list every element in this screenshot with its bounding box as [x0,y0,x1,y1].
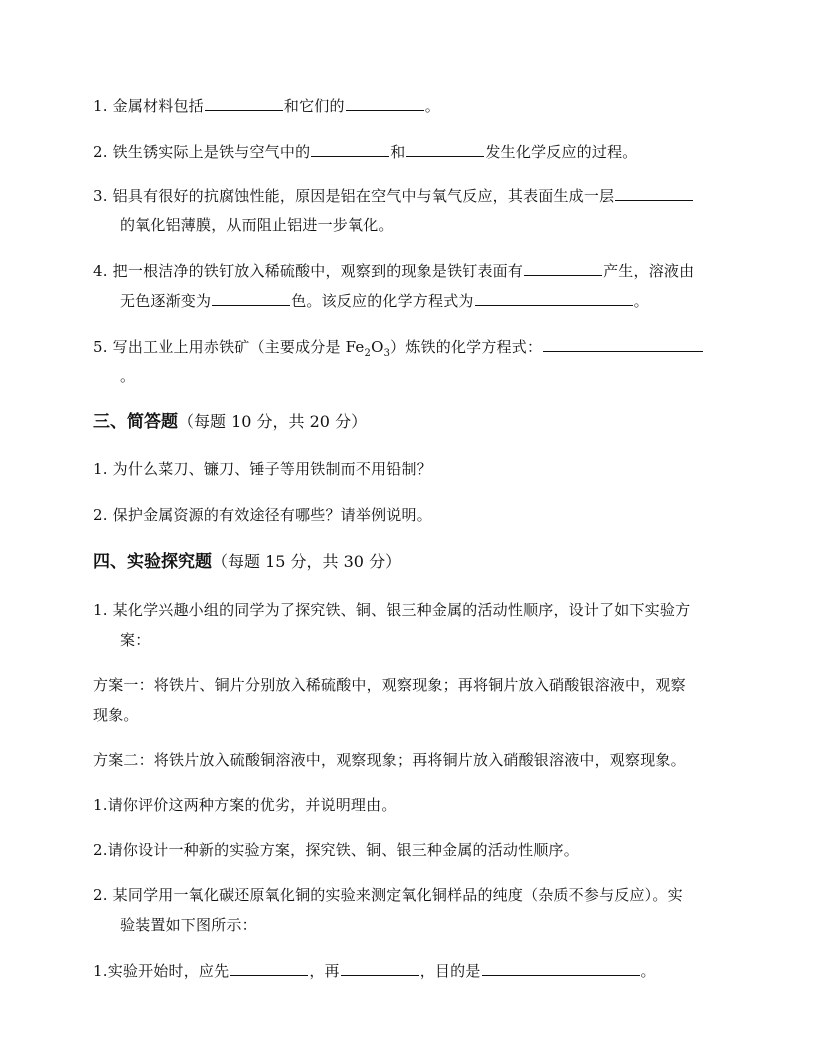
answer-blank[interactable] [230,960,308,976]
short-answer-question-1 [93,459,432,479]
question-text: 2. 某同学用一氧化碳还原氧化铜的实验来测定氧化铜样品的纯度（杂质不参与反应）。实 [93,886,683,904]
section-note: （每题 10 分，共 20 分） [178,412,368,431]
answer-blank[interactable] [524,260,602,276]
question-text: O [371,338,384,356]
question-text: 。 [633,292,649,310]
answer-blank[interactable] [346,95,424,111]
experiment-question-1 [93,600,690,620]
question-text: 。 [120,367,136,385]
experiment-question-1-continued [120,630,150,650]
question-text: 和它们的 [283,97,345,115]
subscript: 2 [364,348,372,359]
experiment-question-2-continued [120,915,257,935]
short-answer-question-2 [93,505,432,525]
sub-question-evaluate [93,795,397,815]
question-text: 1. 某化学兴趣小组的同学为了探究铁、铜、银三种金属的活动性顺序，设计了如下实验方 [93,601,691,619]
question-text: 案： [120,631,151,649]
fill-question-3 [93,185,694,206]
fill-question-4-continued [120,290,649,311]
answer-blank[interactable] [615,185,693,201]
question-text: 1. 为什么菜刀、镰刀、锤子等用铁制而不用铅制？ [93,460,432,478]
question-text: 色。该反应的化学方程式为 [291,292,474,310]
question-text: 5. 写出工业上用赤铁矿（主要成分是 Fe [93,338,365,356]
sub-question-design [93,840,579,860]
question-text: 无色逐渐变为 [120,292,212,310]
question-text: 3. 铝具有很好的抗腐蚀性能，原因是铝在空气中与氧气反应，其表面生成一层 [93,187,615,205]
section-note: （每题 15 分，共 30 分） [212,552,402,571]
question-text: 1.请你评价这两种方案的优劣，并说明理由。 [93,796,397,814]
question-text: 2. 保护金属资源的有效途径有哪些？请举例说明。 [93,506,432,524]
answer-blank[interactable] [543,336,703,352]
question-text: 1.实验开始时，应先 [93,962,230,980]
question-text: 发生化学反应的过程。 [485,143,638,161]
experiment-question-2 [93,885,683,905]
fill-question-1 [93,95,440,116]
question-text: 验装置如下图所示： [120,916,257,934]
fill-question-5 [93,336,704,357]
fill-question-4 [93,260,694,281]
question-text: 。 [424,97,440,115]
section-title: 三、简答题 [93,412,178,432]
question-text: 方案二：将铁片放入硫酸铜溶液中，观察现象；再将铜片放入硝酸银溶液中，观察现象。 [93,751,686,769]
plan-one-continued [93,705,139,725]
question-text: 的氧化铝薄膜，从而阻止铝进一步氧化。 [120,216,394,234]
answer-blank[interactable] [406,141,484,157]
question-text: 方案一：将铁片、铜片分别放入稀硫酸中，观察现象；再将铜片放入硝酸银溶液中，观察 [93,676,686,694]
section-heading-short-answer [93,411,367,433]
plan-one [93,675,686,695]
answer-blank[interactable] [475,290,633,306]
section-heading-experiment [93,551,401,573]
question-text: 2.请你设计一种新的实验方案，探究铁、铜、银三种金属的活动性顺序。 [93,841,579,859]
answer-blank[interactable] [482,960,640,976]
question-text: 产生，溶液由 [603,262,695,280]
question-text: 1. 金属材料包括 [93,97,204,115]
answer-blank[interactable] [212,290,290,306]
fill-question-2 [93,141,638,162]
question-text: 。 [640,962,656,980]
answer-blank[interactable] [205,95,283,111]
subscript: 3 [383,348,391,359]
experiment-question-2-sub-1 [93,960,656,981]
question-text: 现象。 [93,706,139,724]
question-text: 和 [390,143,406,161]
fill-question-3-continued [120,215,394,235]
question-text: 2. 铁生锈实际上是铁与空气中的 [93,143,311,161]
answer-blank[interactable] [311,141,389,157]
question-text: ）炼铁的化学方程式： [390,338,543,356]
answer-blank[interactable] [341,960,419,976]
question-text: ，目的是 [419,962,481,980]
plan-two [93,750,686,770]
section-title: 四、实验探究题 [93,552,212,572]
fill-question-5-continued [120,366,135,386]
question-text: 4. 把一根洁净的铁钉放入稀硫酸中，观察到的现象是铁钉表面有 [93,262,524,280]
question-text: ，再 [309,962,340,980]
